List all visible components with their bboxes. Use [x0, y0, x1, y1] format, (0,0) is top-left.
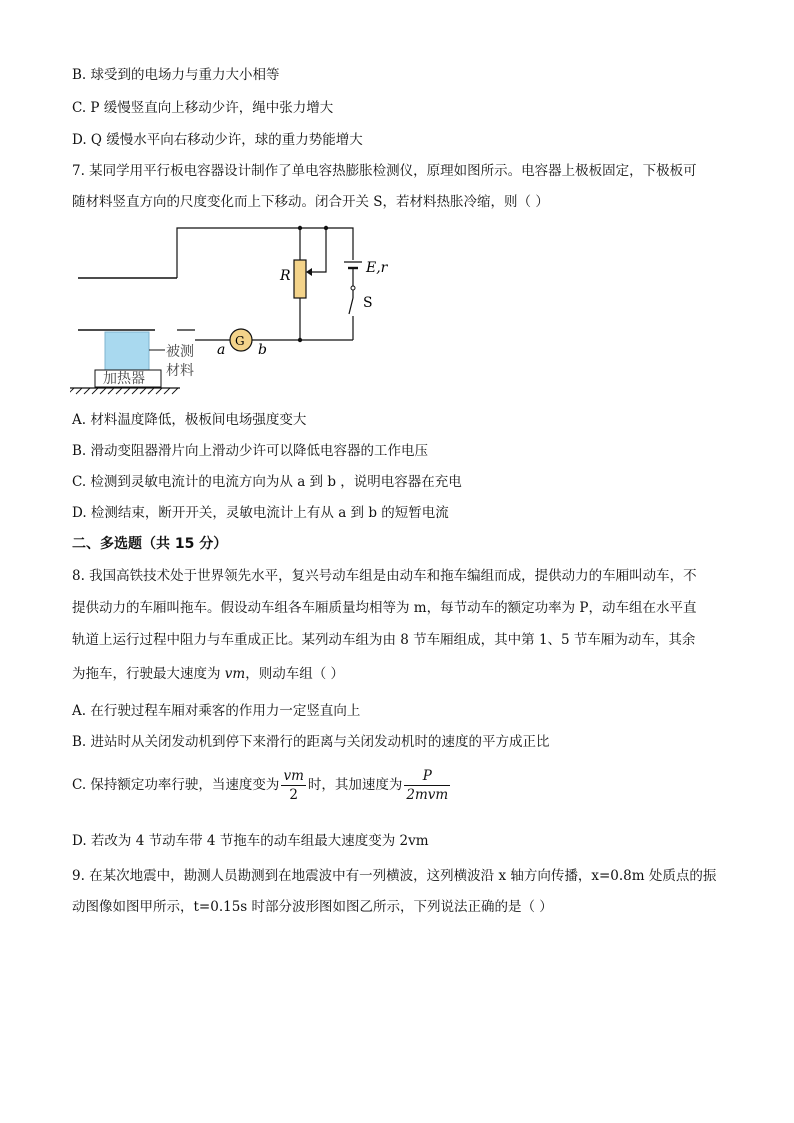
capacitor-circuit-diagram [70, 220, 400, 395]
q6-option-c: C. P 缓慢竖直向上移动少许，绳中张力增大 [72, 100, 334, 116]
q9-stem-line2: 动图像如图甲所示，t=0.15s 时部分波形图如图乙所示，下列说法正确的是（ ） [72, 899, 553, 915]
q6-option-b: B. 球受到的电场力与重力大小相等 [72, 67, 280, 83]
q7-option-d: D. 检测结束，断开开关，灵敏电流计上有从 a 到 b 的短暂电流 [72, 505, 449, 521]
label-s: S [363, 295, 373, 311]
q8-option-a: A. 在行驶过程车厢对乘客的作用力一定竖直向上 [72, 703, 361, 719]
q8-option-c: C. 保持额定功率行驶，当速度变为 $\frac{vm}{2}$ 时，其加速度为 $\frac{P}{\text{2mvm}}$ [72, 768, 449, 803]
slider-arrow [306, 268, 312, 276]
label-heater: 加热器 [103, 371, 145, 387]
label-material-2: 材料 [166, 363, 194, 379]
q7-stem-line2: 随材料竖直方向的尺度变化而上下移动。闭合开关 S，若材料热胀冷缩，则（ ） [72, 194, 549, 210]
fraction-vm-over-2: $\frac{vm}{2}$ [283, 768, 304, 803]
q8-stem-line4: 为拖车，行驶最大速度为 vm，则动车组（ ） [72, 666, 345, 682]
q7-option-c: C. 检测到灵敏电流计的电流方向为从 a 到 b ，说明电容器在充电 [72, 474, 462, 490]
q6-option-d: D. Q 缓慢水平向右移动少许，球的重力势能增大 [72, 132, 363, 148]
label-r: R [280, 268, 291, 284]
material-block [105, 332, 149, 370]
label-b: b [258, 342, 267, 358]
q8-stem-line1: 8. 我国高铁技术处于世界领先水平，复兴号动车组是由动车和拖车编组而成，提供动力的车厢叫动车，不 [72, 568, 697, 584]
q8-option-d: D. 若改为 4 节动车带 4 节拖车的动车组最大速度变为 2vm [72, 833, 429, 849]
q8-stem-line3: 轨道上运行过程中阻力与车重成正比。某列动车组为由 8 节车厢组成，其中第 1、5 节车厢为动车，其余 [72, 632, 696, 648]
q7-stem-line1: 7. 某同学用平行板电容器设计制作了单电容热膨胀检测仪，原理如图所示。电容器上极板固定，下极板可 [72, 163, 697, 179]
label-er: E,r [366, 260, 388, 276]
label-material-1: 被测 [166, 344, 194, 360]
label-g: G [235, 334, 245, 348]
rheostat-r [294, 260, 306, 298]
q7-option-b: B. 滑动变阻器滑片向上滑动少许可以降低电容器的工作电压 [72, 443, 429, 459]
q9-stem-line1: 9. 在某次地震中，勘测人员勘测到在地震波中有一列横波，这列横波沿 x 轴方向传播，x=0.8m 处质点的振 [72, 868, 717, 884]
vm-symbol: vm [224, 666, 246, 682]
q8-option-b: B. 进站时从关闭发动机到停下来滑行的距离与关闭发动机时的速度的平方成正比 [72, 734, 550, 750]
q7-option-a: A. 材料温度降低，极板间电场强度变大 [72, 412, 307, 428]
section-heading-multiple-choice: 二、多选题（共 15 分） [72, 536, 228, 552]
label-a: a [217, 342, 226, 358]
fraction-p-over-2mvm: $\frac{P}{\text{2mvm}}$ [406, 768, 449, 803]
switch-s [349, 298, 353, 314]
q8-stem-line2: 提供动力的车厢叫拖车。假设动车组各车厢质量均相等为 m，每节动车的额定功率为 P，动车组在水平直 [72, 600, 697, 616]
